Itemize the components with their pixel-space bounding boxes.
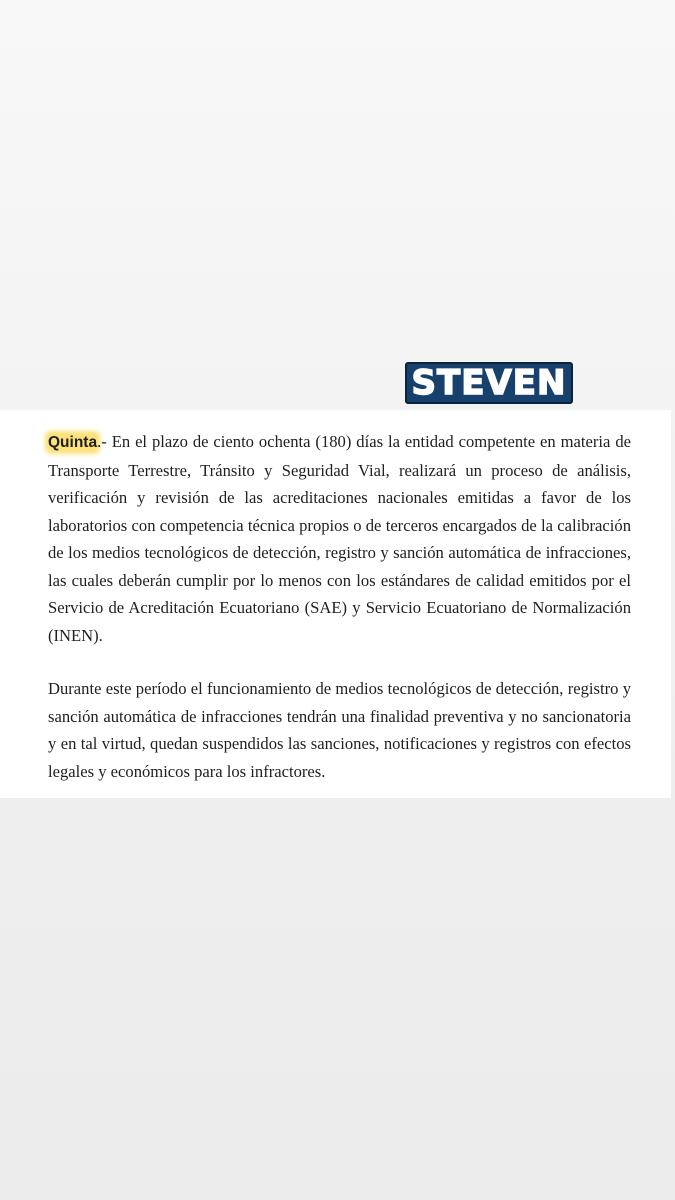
highlighted-heading: Quinta	[48, 434, 98, 451]
watermark-logo	[405, 362, 573, 404]
watermark-text: STEVEN	[411, 363, 567, 403]
paragraph-quinta	[48, 428, 631, 649]
paragraph-quinta-body: .- En el plazo de ciento ochenta (180) días la entidad competente en materia de Transporte Terrestre, Tránsito y Seguridad Vial, realizará un proceso de análisis, verificación y revisión de las acreditaciones nacionales emitidas a favor de los laboratorios con competencia técnica propios o de terceros encargados de la calibración de los medios tecnológicos de detección, registro y sanción automática de infracciones, las cuales deberán cumplir por lo menos con los estándares de calidad emitidos por el Servicio de Acreditación Ecuatoriano (SAE) y Servicio Ecuatoriano de Normalización (INEN).	[48, 432, 631, 645]
paragraph-durante: Durante este período el funcionamiento de medios tecnológicos de detección, registro y sanción automática de infracciones tendrán una finalidad preventiva y no sancionatoria y en tal virtud, quedan suspendidos las sanciones, notificaciones y registros con efectos legales y económicos para los infractores.	[48, 679, 631, 781]
